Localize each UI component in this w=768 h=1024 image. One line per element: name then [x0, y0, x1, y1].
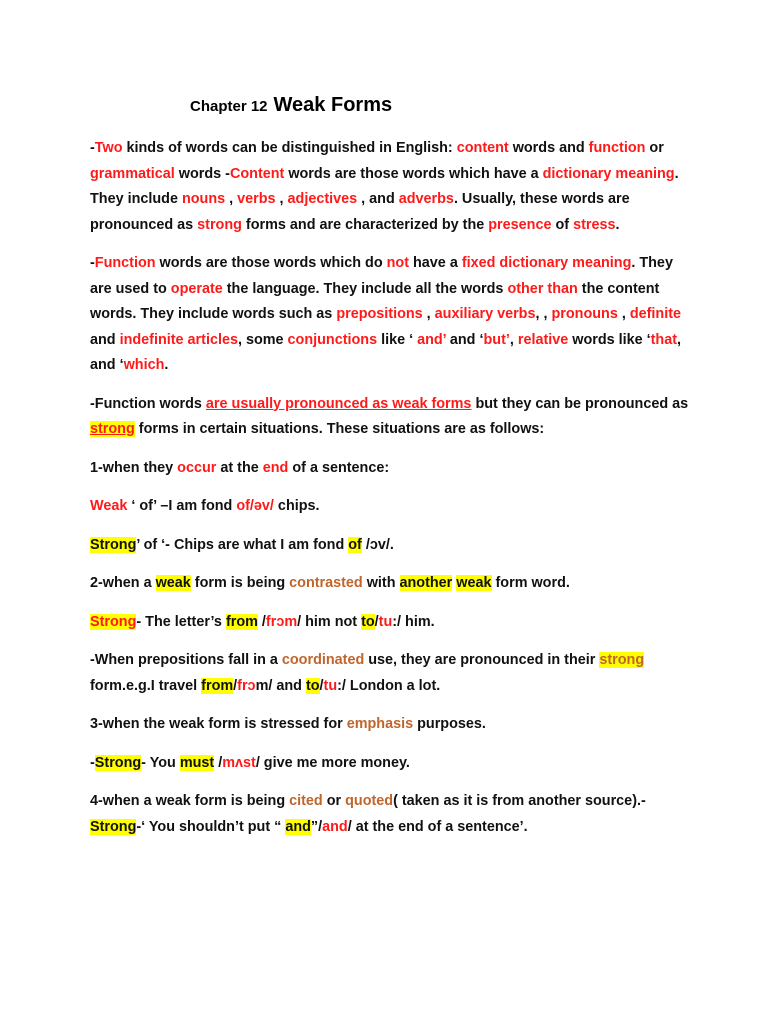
rule-4-paragraph	[90, 789, 690, 840]
text-run: like ‘	[377, 331, 418, 348]
text-run: . They include	[90, 165, 679, 207]
text-run: with	[362, 575, 400, 591]
text-run: and	[90, 331, 120, 348]
text-run: /	[233, 677, 238, 694]
function-words-paragraph	[90, 251, 690, 379]
text-run: forms and are characterized by the	[241, 216, 489, 233]
rule-3-heading	[90, 712, 690, 738]
text-run: but they can be pronounced as	[471, 395, 689, 412]
rule-1-heading	[90, 456, 690, 482]
intro-paragraph	[90, 136, 690, 238]
text-run: words and	[508, 140, 589, 156]
emphasized-text: pronouns	[551, 306, 618, 322]
emphasized-text: auxiliary verbs	[434, 306, 536, 322]
emphasized-text: definite	[629, 306, 682, 322]
emphasized-text: emphasis	[346, 716, 414, 732]
text-run: / give me more money.	[255, 754, 410, 771]
emphasized-text: mʌst	[222, 754, 256, 771]
text-run: , and	[357, 191, 399, 207]
emphasized-text: but’	[483, 331, 510, 348]
emphasized-text: another	[399, 575, 453, 591]
text-run: / at the end of a sentence’.	[347, 818, 528, 835]
text-run: ‘ of’ –I am fond	[127, 498, 237, 514]
text-run: /	[374, 613, 379, 630]
text-run: . They are used to	[90, 255, 673, 297]
document-body	[90, 136, 690, 853]
text-run: /ɔv/.	[361, 536, 394, 553]
text-run: -	[90, 140, 95, 156]
text-run: .	[164, 357, 169, 373]
emphasized-text: of/əv/	[236, 498, 274, 514]
text-run: or	[322, 793, 346, 809]
text-run: form is being	[190, 575, 290, 591]
emphasized-text: adverbs	[398, 191, 454, 207]
text-run: and ‘	[445, 331, 484, 348]
emphasized-text: quoted	[345, 793, 394, 809]
emphasized-text: stress	[573, 216, 616, 233]
text-run: chips.	[273, 498, 320, 514]
emphasized-text: content	[456, 140, 509, 156]
text-run: of a sentence:	[288, 459, 390, 476]
text-run: ”/	[310, 818, 323, 835]
text-run: 2-when a	[90, 575, 156, 591]
rule-1-weak-example	[90, 494, 690, 520]
text-run: /	[257, 613, 266, 630]
emphasized-text: frɔ	[237, 677, 256, 694]
text-run: -	[90, 754, 95, 771]
emphasized-text: Strong	[90, 613, 137, 630]
emphasized-text: strong	[197, 216, 242, 233]
emphasized-text: cited	[289, 793, 323, 809]
text-run: , and ‘	[90, 331, 682, 373]
emphasized-text: fixed dictionary meaning	[461, 255, 632, 271]
emphasized-text: prepositions	[336, 306, 423, 322]
text-run: , ,	[535, 306, 552, 322]
rule-2-heading	[90, 571, 690, 597]
emphasized-text: weak	[155, 575, 191, 591]
emphasized-text: Weak	[90, 498, 128, 514]
emphasized-text: to	[305, 677, 320, 694]
emphasized-text: indefinite articles	[119, 331, 238, 348]
emphasized-text: contrasted	[289, 575, 363, 591]
emphasized-text: Function	[94, 255, 156, 271]
emphasized-text: nouns	[181, 191, 226, 207]
text-run: ,	[509, 331, 518, 348]
emphasized-text: to	[361, 613, 375, 630]
text-run: /	[214, 754, 223, 771]
text-run: ,	[275, 191, 288, 207]
emphasized-text: presence	[488, 216, 552, 233]
text-run: the content words. They include words such as	[90, 280, 660, 322]
chapter-title	[190, 94, 392, 117]
emphasized-text: function	[588, 140, 646, 156]
emphasized-text: are usually pronounced as weak forms	[205, 395, 472, 412]
emphasized-text: Strong	[90, 818, 137, 835]
emphasized-text: that	[650, 331, 678, 348]
text-run: purposes.	[413, 716, 486, 732]
emphasized-text: grammatical	[90, 165, 175, 182]
emphasized-text: of	[348, 536, 362, 553]
emphasized-text: Strong	[90, 536, 137, 553]
text-run: -‘ You shouldn’t put “	[136, 818, 286, 835]
text-run: . Usually, these words are pronounced as	[90, 191, 630, 233]
emphasized-text: strong	[599, 652, 645, 668]
text-run: :/ him.	[392, 613, 435, 630]
emphasized-text: from	[225, 613, 258, 630]
emphasized-text: dictionary meaning	[542, 165, 675, 182]
text-run: kinds of words can be distinguished in English:	[122, 140, 457, 156]
prepositions-paragraph	[90, 648, 690, 699]
text-run: -Function words	[90, 395, 206, 412]
text-run: m/ and	[255, 677, 306, 694]
text-run: at the	[216, 459, 263, 476]
emphasized-text: and’	[417, 331, 446, 348]
emphasized-text: conjunctions	[287, 331, 378, 348]
emphasized-text: Two	[94, 140, 123, 156]
chapter-number: Chapter 12	[190, 98, 268, 115]
weak-forms-paragraph	[90, 392, 690, 443]
text-run: /	[319, 677, 324, 694]
text-run: , some	[237, 331, 288, 348]
text-run: -When prepositions fall in a	[90, 652, 282, 668]
emphasized-text: operate	[170, 280, 223, 297]
text-run: words are those words which have a	[284, 165, 543, 182]
text-run: ’ of ‘- Chips are what I am fond	[136, 536, 349, 553]
rule-2-example	[90, 610, 690, 636]
text-run: of	[551, 216, 574, 233]
rule-3-example	[90, 751, 690, 777]
emphasized-text: frɔm	[265, 613, 298, 630]
emphasized-text: from	[201, 677, 234, 694]
emphasized-text: weak	[456, 575, 492, 591]
emphasized-text: tu	[378, 613, 393, 630]
text-run: 1-when they	[90, 459, 178, 476]
text-run: words are those words which do	[155, 255, 387, 271]
emphasized-text: other than	[507, 280, 578, 297]
text-run: or	[645, 140, 664, 156]
emphasized-text: must	[179, 754, 215, 771]
emphasized-text: and	[322, 818, 348, 835]
emphasized-text: end	[262, 459, 289, 476]
emphasized-text: occur	[177, 459, 217, 476]
rule-1-strong-example	[90, 533, 690, 559]
text-run: -	[90, 255, 95, 271]
chapter-heading: Weak Forms	[273, 94, 393, 116]
emphasized-text: Strong	[94, 754, 142, 771]
text-run: form word.	[491, 575, 570, 591]
text-run: :/ London a lot.	[337, 677, 441, 694]
text-run: ( taken as it is from another source).-	[393, 793, 646, 809]
text-run: the language. They include all the words	[222, 280, 508, 297]
text-run: / him not	[297, 613, 362, 630]
text-run: forms in certain situations. These situations are as follows:	[134, 421, 545, 437]
emphasized-text: verbs	[237, 191, 276, 207]
emphasized-text: and	[285, 818, 311, 835]
emphasized-text: which	[123, 357, 165, 373]
text-run: - The letter’s	[136, 613, 226, 630]
text-run: ,	[225, 191, 238, 207]
text-run: ,	[422, 306, 435, 322]
emphasized-text: adjectives	[287, 191, 358, 207]
text-run: - You	[141, 754, 180, 771]
text-run: words -	[174, 165, 230, 182]
emphasized-text: relative	[517, 331, 569, 348]
text-run: form.e.g.I travel	[90, 677, 202, 694]
emphasized-text: tu	[323, 677, 338, 694]
emphasized-text: Content	[229, 165, 285, 182]
text-run: 3-when the weak form is stressed for	[90, 716, 347, 732]
text-run: 4-when a weak form is being	[90, 793, 290, 809]
emphasized-text: coordinated	[281, 652, 365, 668]
emphasized-text: strong	[90, 421, 135, 437]
text-run: use, they are pronounced in their	[364, 652, 600, 668]
text-run: words like ‘	[568, 331, 651, 348]
text-run: ,	[617, 306, 630, 322]
text-run: .	[615, 216, 620, 233]
emphasized-text: not	[386, 255, 410, 271]
text-run: have a	[409, 255, 462, 271]
